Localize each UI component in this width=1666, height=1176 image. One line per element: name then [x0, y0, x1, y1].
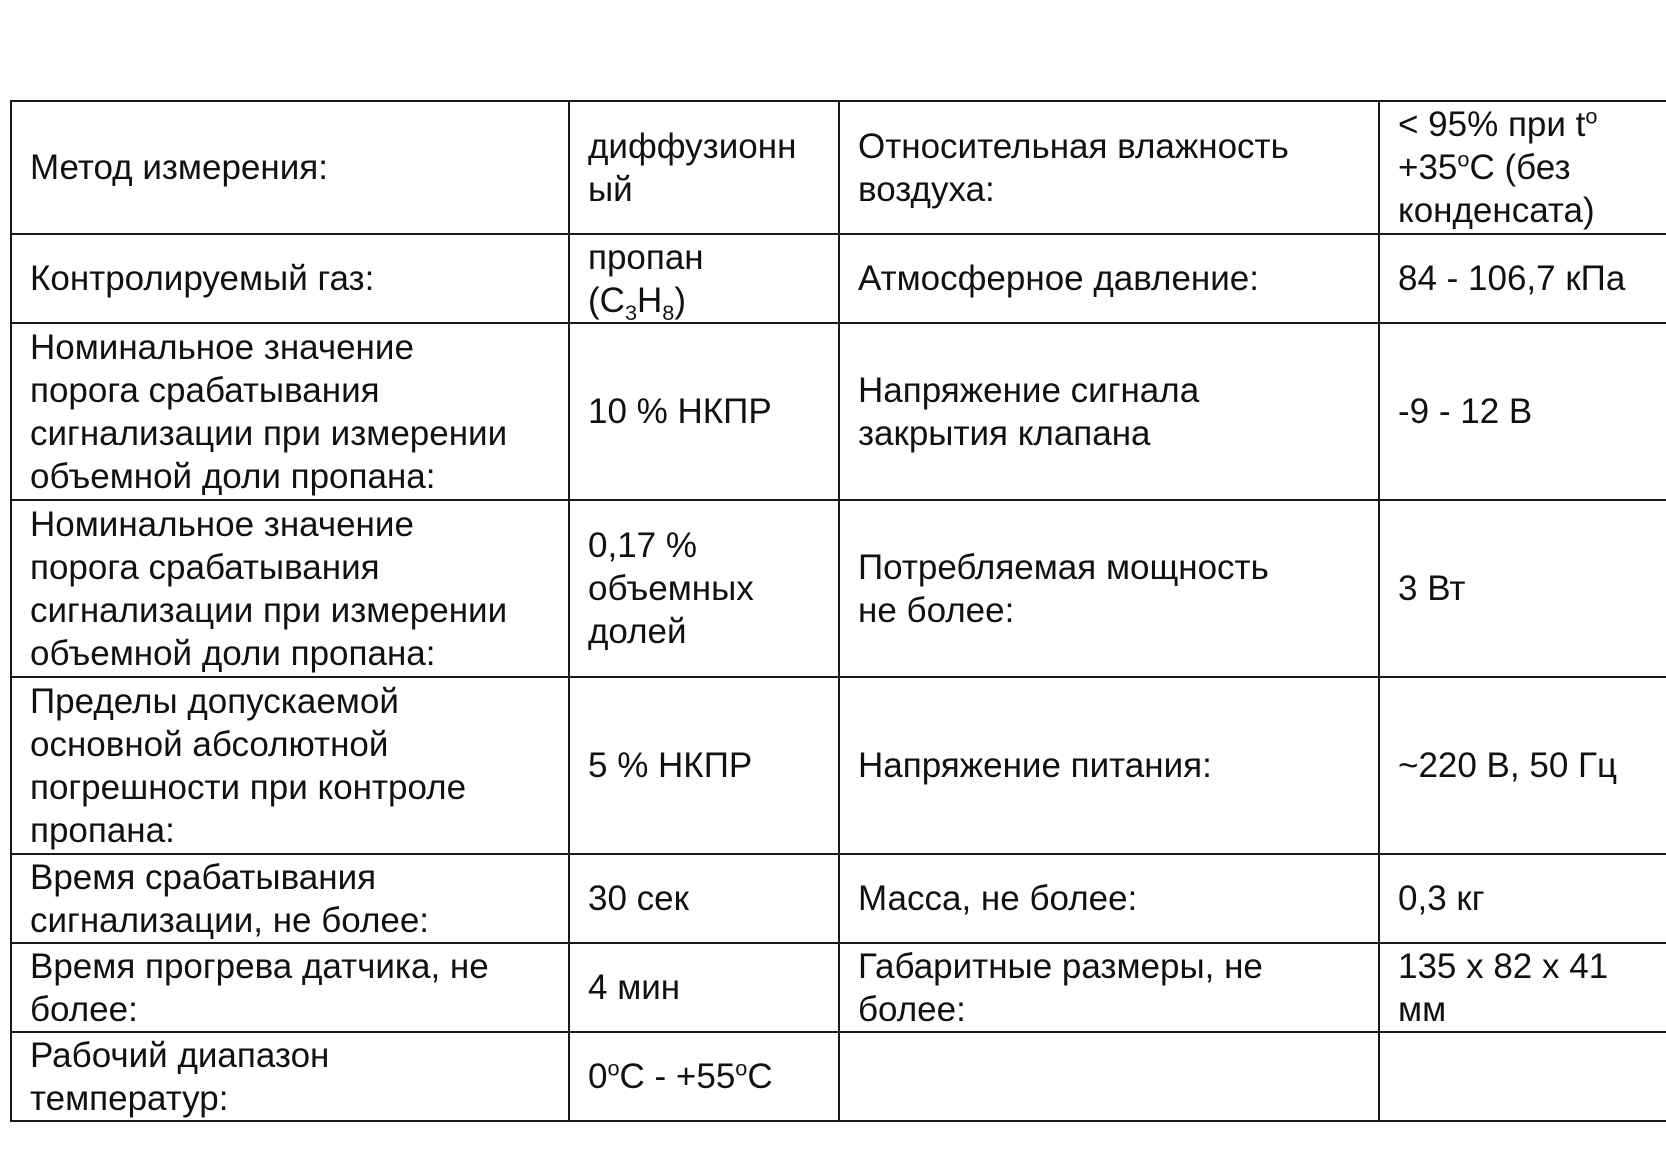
table-row: [11, 323, 1666, 500]
parameter-value: ~220 В, 50 Гц: [1379, 677, 1666, 854]
specifications-table: [10, 100, 1666, 1122]
parameter-value: 0,17 % объемных долей: [569, 500, 839, 677]
parameter-value: [569, 234, 839, 323]
parameter-name: Контролируемый газ:: [11, 234, 569, 323]
table-row: [11, 854, 1666, 943]
parameter-name: Атмосферное давление:: [839, 234, 1379, 323]
value-text: ): [674, 280, 686, 320]
empty-cell: [1379, 1032, 1666, 1121]
table-row: [11, 101, 1666, 234]
empty-cell: [839, 1032, 1379, 1121]
value-text: C - +55: [619, 1057, 736, 1096]
degree-mark: o: [1585, 103, 1598, 129]
parameter-name: Относительная влажность воздуха:: [839, 101, 1379, 234]
value-text: H: [637, 280, 663, 320]
table-row: [11, 677, 1666, 854]
value-text: 0: [588, 1057, 608, 1096]
parameter-value: 30 сек: [569, 854, 839, 943]
table-row: [11, 1032, 1666, 1121]
subscript: 3: [624, 299, 637, 325]
value-text: C: [747, 1057, 773, 1096]
parameter-name: Напряжение питания:: [839, 677, 1379, 854]
degree-mark: o: [1457, 146, 1470, 172]
table-row: [11, 234, 1666, 323]
parameter-name: Габаритные размеры, не более:: [839, 943, 1379, 1032]
parameter-name: Пределы допускаемой основной абсолютной погрешности при контроле пропана:: [11, 677, 569, 854]
parameter-value: 4 мин: [569, 943, 839, 1032]
parameter-name: Время прогрева датчика, не более:: [11, 943, 569, 1032]
parameter-value: [1379, 101, 1666, 234]
parameter-name: Напряжение сигнала закрытия клапана: [839, 323, 1379, 500]
value-text: C (без конденсата): [1398, 148, 1595, 230]
parameter-value: [569, 1032, 839, 1121]
parameter-name: Масса, не более:: [839, 854, 1379, 943]
parameter-value: 3 Вт: [1379, 500, 1666, 677]
degree-mark: o: [607, 1055, 620, 1081]
value-text: < 95% при t: [1398, 105, 1586, 144]
parameter-name: Рабочий диапазон температур:: [11, 1032, 569, 1121]
table-row: [11, 500, 1666, 677]
parameter-value: 135 x 82 x 41 мм: [1379, 943, 1666, 1032]
parameter-value: 10 % НКПР: [569, 323, 839, 500]
value-text: пропан (C: [588, 237, 704, 320]
table-row: [11, 943, 1666, 1032]
parameter-name: Номинальное значение порога срабатывания сигнализации при измерении объемной доли пропана:: [11, 323, 569, 500]
parameter-value: диффузионн ый: [569, 101, 839, 234]
parameter-name: Потребляемая мощность не более:: [839, 500, 1379, 677]
parameter-name: Метод измерения:: [11, 101, 569, 234]
parameter-name: Номинальное значение порога срабатывания сигнализации при измерении объемной доли пропана:: [11, 500, 569, 677]
parameter-value: 84 - 106,7 кПа: [1379, 234, 1666, 323]
value-text: +35: [1398, 148, 1458, 187]
parameter-value: 0,3 кг: [1379, 854, 1666, 943]
parameter-value: -9 - 12 В: [1379, 323, 1666, 500]
subscript: 8: [662, 299, 675, 325]
degree-mark: o: [735, 1055, 748, 1081]
parameter-value: 5 % НКПР: [569, 677, 839, 854]
parameter-name: Время срабатывания сигнализации, не более:: [11, 854, 569, 943]
